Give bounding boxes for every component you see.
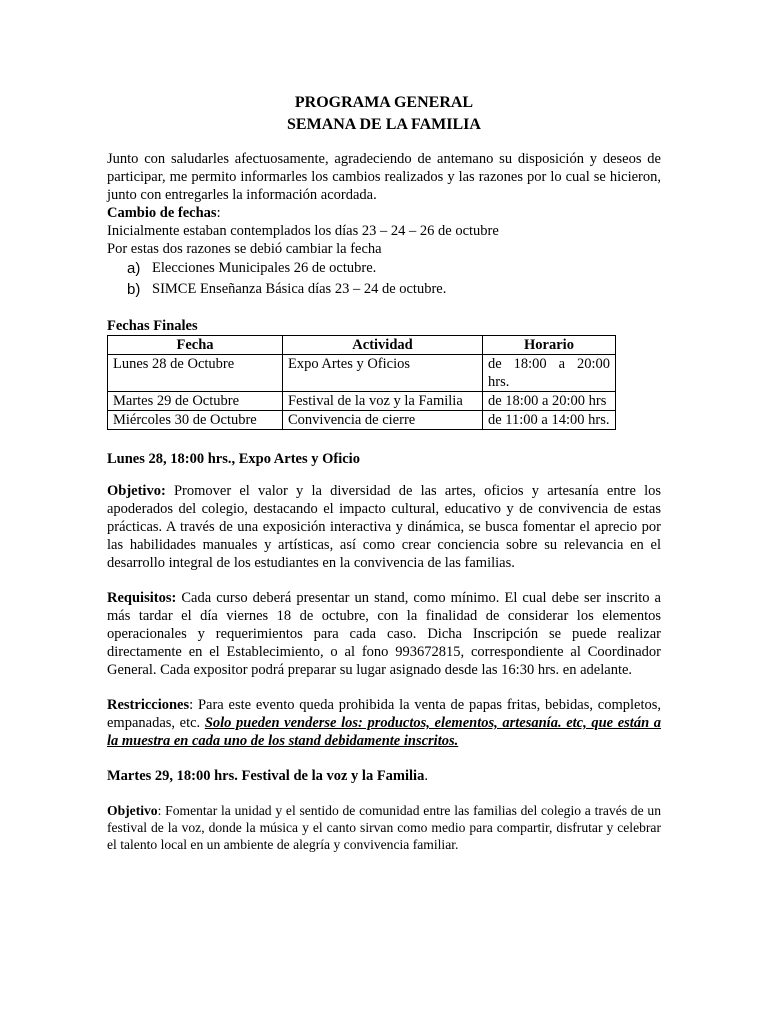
objective-label: Objetivo <box>107 803 158 818</box>
objective-text: : Fomentar la unidad y el sentido de comunidad entre las familias del colegio a través de un festival de la voz, donde la música y el canto sirvan como medio para compartir, disfrutar y celebrar el talento local en un ambiente de alegría y convivencia familiar <box>107 803 661 852</box>
reasons-intro: Por estas dos razones se debió cambiar la fecha <box>107 241 382 257</box>
change-dates-colon: : <box>216 205 221 221</box>
restrictions-text: : Para este evento queda prohibida la venta de papas fritas, bebidas, completos, empanadas, etc. <box>107 697 661 731</box>
list-item <box>107 279 661 300</box>
table-header-row <box>108 336 616 355</box>
list-marker: b) <box>127 281 141 298</box>
final-dates-heading: Fechas Finales <box>107 318 198 334</box>
cell-horario: de 11:00 a 14:00 hrs. <box>483 411 616 430</box>
objective-text: Promover el valor y la diversidad de las artes, oficios y artesanía entre los apoderados del colegio, destacando el impacto cultural, educativo y de convivencia de estas prácticas. A través de una exposición interactiva y dinámica, se busca fomentar el aprecio por las habilidades manuales y artísticas, así como crear conciencia sobre su relevancia en el desarrollo integral de los estudiantes en la convivencia de las familias. <box>107 483 661 571</box>
event1-restrictions <box>107 696 661 750</box>
intro-paragraph: Junto con saludarles afectuosamente, agradeciendo de antemano su disposición y deseos de participar, me permito informarles los cambios realizados y las razones por lo cual se hicieron, junto con entregarles la información acordada. <box>107 151 661 203</box>
event1-objective <box>107 482 661 572</box>
requirements-text: Cada curso deberá presentar un stand, como mínimo. El cual debe ser inscrito a más tardar el día viernes 18 de octubre, con la finalidad de considerar los elementos operacionales y requerimientos para cada caso. Dicha Inscripción se puede realizar directamente en el Establecimiento, o al fono 993672815, correspondiente al Coordinador General. Cada expositor podrá preparar su lugar asignado desde las 16:30 hrs. en adelante. <box>107 590 661 678</box>
page-title: PROGRAMA GENERAL <box>294 94 474 111</box>
cell-fecha: Miércoles 30 de Octubre <box>108 411 283 430</box>
change-dates-line <box>107 204 661 222</box>
table-row <box>108 392 616 411</box>
column-header-horario: Horario <box>483 336 616 355</box>
cell-fecha: Lunes 28 de Octubre <box>108 355 283 392</box>
restrictions-emphasis: Solo pueden venderse los: productos, elementos, artesanía. etc, que están a la muestra en cada uno de los stand debidamente inscritos. <box>107 715 661 749</box>
event2-heading: Martes 29, 18:00 hrs. Festival de la voz y la Familia <box>107 768 425 784</box>
reasons-list <box>107 258 661 300</box>
event1-requirements <box>107 589 661 679</box>
objective-end: . <box>455 837 459 852</box>
cell-fecha: Martes 29 de Octubre <box>108 392 283 411</box>
column-header-actividad: Actividad <box>283 336 483 355</box>
restrictions-label: Restricciones <box>107 697 190 713</box>
change-dates-label: Cambio de fechas <box>107 205 217 221</box>
cell-horario: de 18:00 a 20:00 hrs. <box>483 355 616 392</box>
list-item <box>107 258 661 279</box>
document-page <box>107 92 661 853</box>
column-header-fecha: Fecha <box>108 336 283 355</box>
initial-dates-text: Inicialmente estaban contemplados los días 23 – 24 – 26 de octubre <box>107 223 499 239</box>
cell-horario: de 18:00 a 20:00 hrs <box>483 392 616 411</box>
cell-actividad: Expo Artes y Oficios <box>283 355 483 392</box>
event1-heading: Lunes 28, 18:00 hrs., Expo Artes y Oficio <box>107 451 360 467</box>
objective-label: Objetivo: <box>107 483 166 499</box>
table-row <box>108 355 616 392</box>
schedule-table <box>107 335 616 430</box>
event2-objective <box>107 802 661 853</box>
requirements-label: Requisitos: <box>107 590 177 606</box>
event2-heading-period: . <box>424 768 428 784</box>
cell-actividad: Festival de la voz y la Familia <box>283 392 483 411</box>
event2-heading-line <box>107 767 661 785</box>
cell-actividad: Convivencia de cierre <box>283 411 483 430</box>
list-item-text: Elecciones Municipales 26 de octubre. <box>152 260 377 276</box>
table-row <box>108 411 616 430</box>
page-subtitle: SEMANA DE LA FAMILIA <box>287 116 481 133</box>
list-marker: a) <box>127 260 141 277</box>
list-item-text: SIMCE Enseñanza Básica días 23 – 24 de octubre. <box>152 281 447 297</box>
